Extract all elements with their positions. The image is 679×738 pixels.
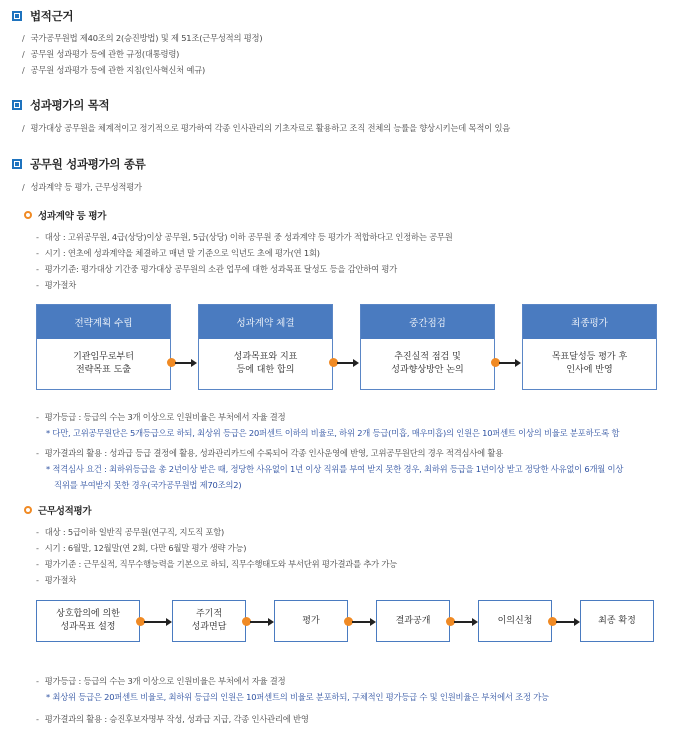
list-item: - 평가기준: 평가대상 기간중 평가대상 공무원의 소관 업무에 대한 성과목표 달성도 등을 감안하여 평가	[36, 263, 397, 275]
list-item: ∕ 공무원 성과평가 등에 관한 규정(대통령령)	[22, 48, 179, 60]
arrow-right-icon	[166, 618, 172, 626]
circle-bullet-icon	[24, 211, 32, 219]
step-body: 기관임무로부터 전략목표 도출	[73, 352, 134, 375]
step-body: 성과목표와 지표 등에 대한 합의	[233, 352, 298, 375]
step-header: 중간점검	[361, 305, 494, 339]
step-header: 최종평가	[523, 305, 656, 339]
arrow-right-icon	[472, 618, 478, 626]
arrow-right-icon	[191, 359, 197, 367]
list-item: - 평가결과의 활용 : 성과급 등급 결정에 활용, 성과관리카드에 수록되어 각종 인사운영에 반영, 고위공무원단의 경우 적격심사에 활용	[36, 447, 503, 459]
square-bullet-icon	[12, 100, 22, 110]
process-step: 상호합의에 의한 성과목표 설정	[36, 600, 140, 642]
step-header: 성과계약 체결	[199, 305, 332, 339]
connector-line	[175, 362, 191, 364]
process-step: 이의신청	[478, 600, 552, 642]
subsection-work-header	[24, 503, 91, 517]
note-text: 직위를 부여받지 못한 경우(국가공무원법 제70조의2)	[54, 480, 242, 490]
connector-line	[337, 362, 353, 364]
list-item: - 평가기준 : 근무실적, 직무수행능력을 기본으로 하되, 직무수행태도와 부서단위 평가결과를 추가 가능	[36, 558, 397, 570]
process-step: 최종 확정	[580, 600, 654, 642]
connector-line	[556, 621, 574, 623]
arrow-right-icon	[515, 359, 521, 367]
list-item: - 시기 : 6월말, 12월말(연 2회, 다만 6월말 평가 생략 가능)	[36, 542, 246, 554]
list-item: - 평가등급 : 등급의 수는 3개 이상으로 인원비율은 부처에서 자율 결정	[36, 675, 285, 687]
square-bullet-icon	[12, 159, 22, 169]
subsection-title: 성과계약 등 평가	[38, 211, 107, 222]
list-item: ∕ 성과계약 등 평가, 근무성적평가	[22, 181, 142, 193]
section-types-header	[12, 156, 146, 172]
list-item: ∕ 공무원 성과평가 등에 관한 지침(인사혁신처 예규)	[22, 64, 205, 76]
connector-line	[499, 362, 515, 364]
square-bullet-icon	[12, 11, 22, 21]
note-text: * 최상위 등급은 20퍼센트 비율로, 최하위 등급의 인원은 10퍼센트의 비율로 분포하되, 구체적인 평가등급 수 및 인원비율은 부처에서 조정 가능	[46, 692, 549, 702]
process-step	[522, 304, 657, 390]
list-item: ∕ 평가대상 공무원을 체계적이고 정기적으로 평가하여 각종 인사관리의 기초자료로 활용하고 조직 전체의 능률을 향상시키는데 목적이 있음	[22, 122, 510, 134]
subsection-title: 근무성적평가	[38, 506, 92, 517]
list-item: ∕ 국가공무원법 제40조의 2(승진방법) 및 제 51조(근무성적의 평정)	[22, 32, 262, 44]
connector-line	[144, 621, 166, 623]
list-item: - 평가결과의 활용 : 승진후보자명부 작성, 성과급 지급, 각종 인사관리에 반영	[36, 713, 309, 725]
section-title: 성과평가의 목적	[30, 98, 110, 112]
note-text: * 다만, 고위공무원단은 5개등급으로 하되, 최상위 등급은 20퍼센트 이하의 비율로, 하위 2개 등급(미흡, 매우미흡)의 인원은 10퍼센트 이상의 비율로 분포하도록 함	[46, 428, 620, 438]
process-step: 결과공개	[376, 600, 450, 642]
arrow-right-icon	[574, 618, 580, 626]
list-item: - 대상 : 고위공무원, 4급(상당)이상 공무원, 5급(상당) 이하 공무원 중 성과계약 등 평가가 적합하다고 인정하는 공무원	[36, 231, 453, 243]
circle-bullet-icon	[24, 506, 32, 514]
process-step	[360, 304, 495, 390]
step-body: 추진실적 점검 및 성과향상방안 논의	[391, 352, 464, 375]
process-step: 평가	[274, 600, 348, 642]
connector-line	[250, 621, 268, 623]
section-title: 법적근거	[30, 9, 74, 23]
connector-line	[352, 621, 370, 623]
process-step: 주기적 성과면담	[172, 600, 246, 642]
contract-process-flow	[36, 304, 656, 394]
list-item: - 평가등급 : 등급의 수는 3개 이상으로 인원비율은 부처에서 자율 결정	[36, 411, 285, 423]
arrow-right-icon	[268, 618, 274, 626]
note-text: * 적격심사 요건 : 최하위등급을 총 2년이상 받은 때, 정당한 사유없이 1년 이상 직위를 부여 받지 못한 경우, 최하위 등급을 1년이상 받고 정당한 사유없이 6개월 이상	[46, 464, 624, 474]
list-item: - 대상 : 5급이하 일반직 공무원(연구직, 지도직 포함)	[36, 526, 224, 538]
connector-line	[454, 621, 472, 623]
process-step	[198, 304, 333, 390]
section-purpose-header	[12, 97, 109, 113]
step-header: 전략계획 수립	[37, 305, 170, 339]
list-item: - 시기 : 연초에 성과계약을 체결하고 매년 말 기준으로 익년도 초에 평가(연 1회)	[36, 247, 320, 259]
process-step	[36, 304, 171, 390]
subsection-contract-header	[24, 208, 106, 222]
arrow-right-icon	[370, 618, 376, 626]
arrow-right-icon	[353, 359, 359, 367]
list-item: - 평가절차	[36, 574, 76, 586]
section-legal-header	[12, 8, 73, 24]
step-body: 목표달성등 평가 후 인사에 반영	[551, 352, 628, 375]
section-title: 공무원 성과평가의 종류	[30, 157, 146, 171]
list-item: - 평가절차	[36, 279, 76, 291]
